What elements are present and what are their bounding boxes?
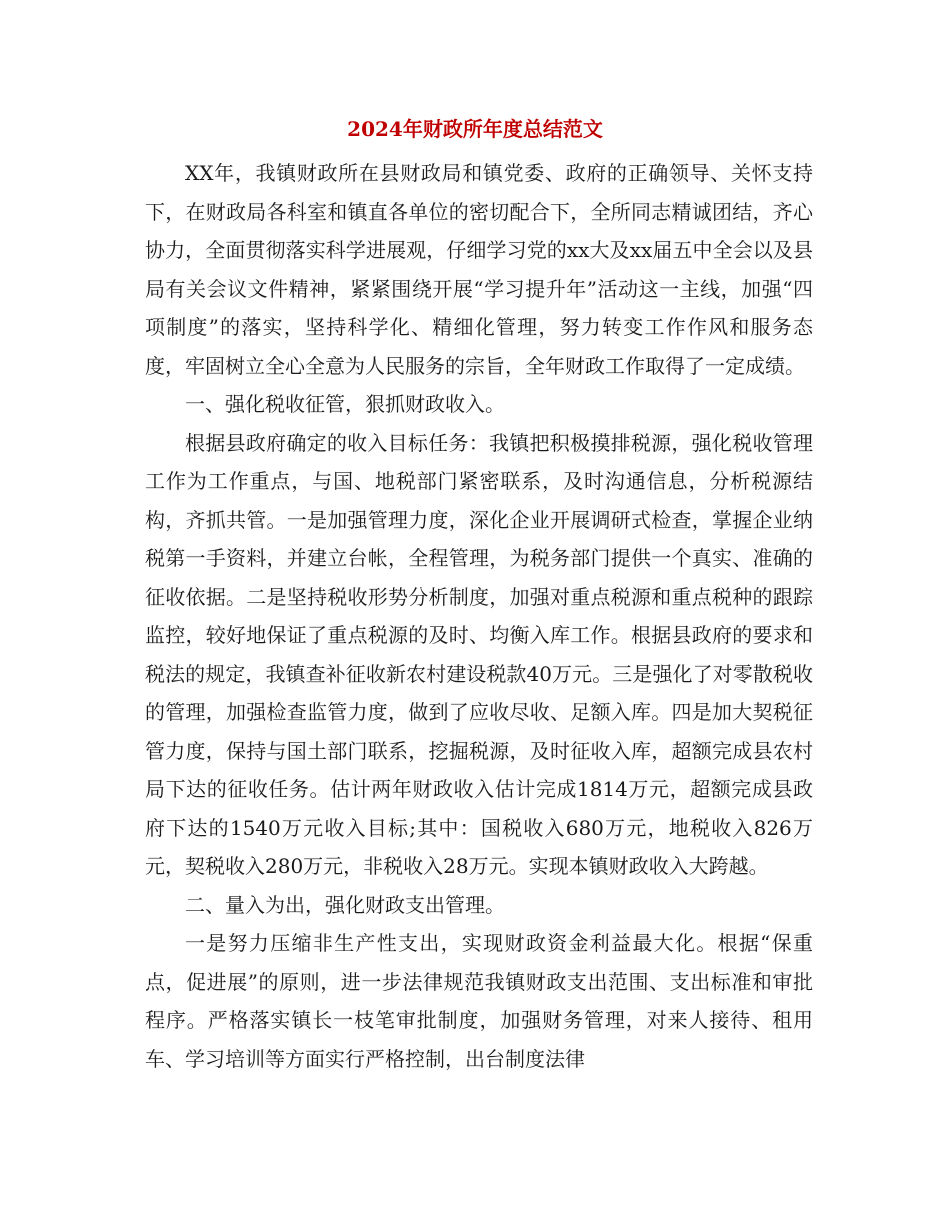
intro-paragraph: XX年，我镇财政所在县财政局和镇党委、政府的正确领导、关怀支持下，在财政局各科室和镇直各单位的密切配合下，全所同志精诚团结，齐心协力，全面贯彻落实科学进展观，仔细学习党的xx大及xx届五中全会以及县局有关会议文件精神，紧紧围绕开展“学习提升年”活动这一主线，加强“四项制度”的落实，坚持科学化、精细化管理，努力转变工作作风和服务态度，牢固树立全心全意为人民服务的宗旨，全年财政工作取得了一定成绩。 (145, 161, 813, 378)
section-heading-2: 二、量入为出，强化财政支出管理。 (185, 892, 505, 917)
section-2-paragraph: 一是努力压缩非生产性支出，实现财政资金利益最大化。根据“保重点，促进展”的原则，进一步法律规范我镇财政支出范围、支出标准和审批程序。严格落实镇长一枝笔审批制度，加强财务管理，对来人接待、租用车、学习培训等方面实行严格控制，出台制度法律 (145, 931, 813, 1071)
document-title: 2024年财政所年度总结范文 (347, 117, 603, 141)
section-heading-1: 一、强化税收征管，狠抓财政收入。 (185, 392, 505, 416)
section-1-paragraph: 根据县政府确定的收入目标任务：我镇把积极摸排税源，强化税收管理工作为工作重点，与国、地税部门紧密联系，及时沟通信息，分析税源结构，齐抓共管。一是加强管理力度，深化企业开展调研式检查，掌握企业纳税第一手资料，并建立台帐，全程管理，为税务部门提供一个真实、准确的征收依据。二是坚持税收形势分析制度，加强对重点税源和重点税种的跟踪监控，较好地保证了重点税源的及时、均衡入库工作。根据县政府的要求和税法的规定，我镇查补征收新农村建设税款40万元。三是强化了对零散税收的管理，加强检查监管力度，做到了应收尽收、足额入库。四是加大契税征管力度，保持与国土部门联系，挖掘税源，及时征收入库，超额完成县农村局下达的征收任务。估计两年财政收入估计完成1814万元，超额完成县政府下达的1540万元收入目标;其中：国税收入680万元，地税收入826万元，契税收入280万元，非税收入28万元。实现本镇财政收入大跨越。 (145, 430, 813, 878)
document-body (145, 154, 813, 1078)
